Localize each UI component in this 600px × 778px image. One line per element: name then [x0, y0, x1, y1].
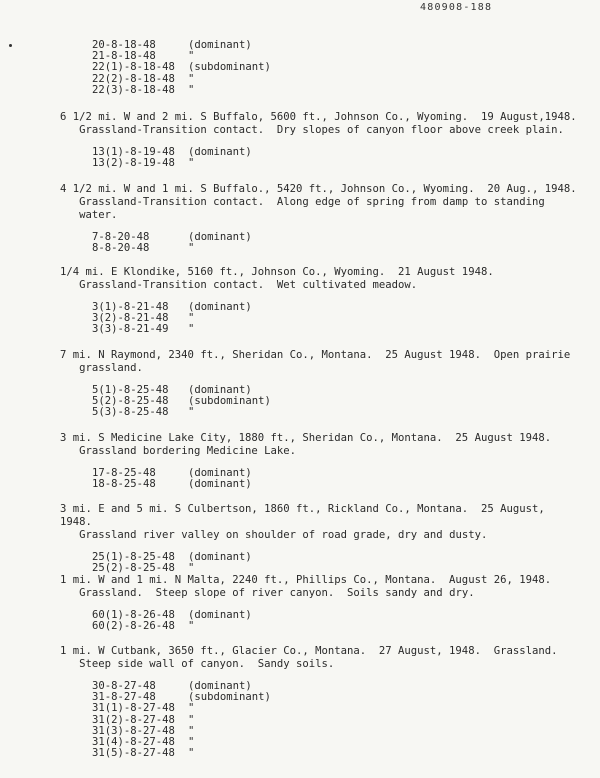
sample-note: (dominant)	[188, 146, 252, 158]
sample-number: 31(3)-8-27-48	[92, 724, 175, 737]
sample-number: 7-8-20-48	[92, 231, 150, 243]
sample-note: (dominant)	[188, 551, 252, 563]
sample-list	[92, 147, 580, 169]
location-text: 4 1/2 mi. W and 1 mi. S Buffalo., 5420 ft., Johnson Co., Wyoming. 20 Aug., 1948. Grassland-Transition contact. Along edge of spring from damp to standing water.	[60, 183, 577, 221]
sample-number: 22(3)-8-18-48	[92, 83, 175, 96]
sample-list	[92, 40, 580, 96]
sample-note: (dominant)	[188, 384, 252, 396]
sample-line	[92, 158, 580, 169]
sample-note: (subdominant)	[188, 395, 271, 408]
sample-note: "	[188, 747, 195, 760]
sample-note: (dominant)	[188, 301, 252, 313]
sample-line	[92, 62, 580, 73]
sample-list	[92, 468, 580, 490]
sample-note: (subdominant)	[188, 61, 271, 74]
sample-line	[92, 232, 580, 243]
entry-0	[60, 40, 580, 96]
location-text: 7 mi. N Raymond, 2340 ft., Sheridan Co., Montana. 25 August 1948. Open prairie grassland.	[60, 349, 571, 374]
sample-line	[92, 681, 580, 692]
sample-number: 3(2)-8-21-48	[92, 312, 169, 325]
sample-number: 30-8-27-48	[92, 680, 156, 692]
sample-note: (dominant)	[188, 467, 252, 479]
sample-line	[92, 468, 580, 479]
sample-number: 60(2)-8-26-48	[92, 620, 175, 633]
sample-list	[92, 552, 580, 574]
sample-number: 22(1)-8-18-48	[92, 61, 175, 74]
document-id: 480908-188	[420, 2, 493, 13]
entry-3	[60, 266, 580, 336]
sample-line	[92, 479, 580, 490]
sample-number: 3(3)-8-21-49	[92, 323, 169, 336]
sample-number: 8-8-20-48	[92, 242, 150, 255]
location-text: 1 mi. W Cutbank, 3650 ft., Glacier Co., Montana. 27 August, 1948. Grassland. Steep side wall of canyon. Sandy soils.	[60, 645, 558, 670]
sample-note: "	[188, 562, 195, 575]
sample-note: (dominant)	[188, 478, 252, 491]
sample-note: (dominant)	[188, 609, 252, 621]
entry-7	[60, 574, 580, 632]
entry-8	[60, 645, 580, 759]
sample-line	[92, 407, 580, 418]
sample-number: 17-8-25-48	[92, 467, 156, 479]
sample-number: 13(2)-8-19-48	[92, 157, 175, 170]
location-text: 1/4 mi. E Klondike, 5160 ft., Johnson Co., Wyoming. 21 August 1948. Grassland-Transition contact. Wet cultivated meadow.	[60, 266, 494, 291]
sample-line	[92, 324, 580, 335]
sample-number: 20-8-18-48	[92, 39, 156, 51]
sample-number: 60(1)-8-26-48	[92, 609, 175, 621]
sample-note: (dominant)	[188, 680, 252, 692]
sample-line	[92, 85, 580, 96]
entry-5	[60, 432, 580, 490]
sample-note: "	[188, 242, 195, 255]
sample-note: "	[188, 50, 195, 63]
sample-number: 31-8-27-48	[92, 691, 156, 704]
sample-number: 31(2)-8-27-48	[92, 713, 175, 726]
sample-note: "	[188, 736, 195, 749]
sample-note: (subdominant)	[188, 691, 271, 704]
sample-note: "	[188, 83, 195, 96]
sample-number: 25(2)-8-25-48	[92, 562, 175, 575]
sample-line	[92, 243, 580, 254]
sample-line	[92, 40, 580, 51]
location-text: 6 1/2 mi. W and 2 mi. S Buffalo, 5600 ft., Johnson Co., Wyoming. 19 August,1948. Grassland-Transition contact. Dry slopes of canyon floor above creek plain.	[60, 111, 577, 136]
sample-note: (dominant)	[188, 231, 252, 243]
location-text: 1 mi. W and 1 mi. N Malta, 2240 ft., Phillips Co., Montana. August 26, 1948. Grassland. Steep slope of river canyon. Soils sandy and dry.	[60, 574, 552, 599]
location-text: 3 mi. E and 5 mi. S Culbertson, 1860 ft., Rickland Co., Montana. 25 August, 1948. Grassland river valley on shoulder of road grade, dry and dusty.	[60, 503, 545, 541]
sample-line	[92, 563, 580, 574]
sample-note: "	[188, 620, 195, 633]
sample-line	[92, 703, 580, 714]
sample-note: "	[188, 713, 195, 726]
entry-2	[60, 183, 580, 254]
sample-note: "	[188, 157, 195, 170]
sample-list	[92, 385, 580, 419]
entry-4	[60, 349, 580, 419]
sample-list	[92, 232, 580, 254]
sample-number: 31(5)-8-27-48	[92, 747, 175, 760]
entry-1	[60, 111, 580, 169]
sample-number: 22(2)-8-18-48	[92, 72, 175, 85]
sample-number: 13(1)-8-19-48	[92, 146, 175, 158]
sample-number: 21-8-18-48	[92, 50, 156, 63]
sample-number: 31(1)-8-27-48	[92, 702, 175, 715]
sample-note: "	[188, 702, 195, 715]
sample-note: "	[188, 312, 195, 325]
sample-note: "	[188, 72, 195, 85]
sample-list	[92, 681, 580, 759]
sample-note: "	[188, 724, 195, 737]
sample-note: "	[188, 406, 195, 419]
sample-list	[92, 610, 580, 632]
sample-list	[92, 302, 580, 336]
sample-number: 25(1)-8-25-48	[92, 551, 175, 563]
sample-note: (dominant)	[188, 39, 252, 51]
sample-number: 18-8-25-48	[92, 478, 156, 491]
sample-number: 3(1)-8-21-48	[92, 301, 169, 313]
sample-line	[92, 748, 580, 759]
sample-note: "	[188, 323, 195, 336]
sample-number: 5(3)-8-25-48	[92, 406, 169, 419]
sample-number: 5(1)-8-25-48	[92, 384, 169, 396]
entry-6	[60, 503, 580, 574]
sample-line	[92, 621, 580, 632]
sample-number: 5(2)-8-25-48	[92, 395, 169, 408]
location-text: 3 mi. S Medicine Lake City, 1880 ft., Sheridan Co., Montana. 25 August 1948. Grassland bordering Medicine Lake.	[60, 432, 552, 457]
sample-number: 31(4)-8-27-48	[92, 736, 175, 749]
